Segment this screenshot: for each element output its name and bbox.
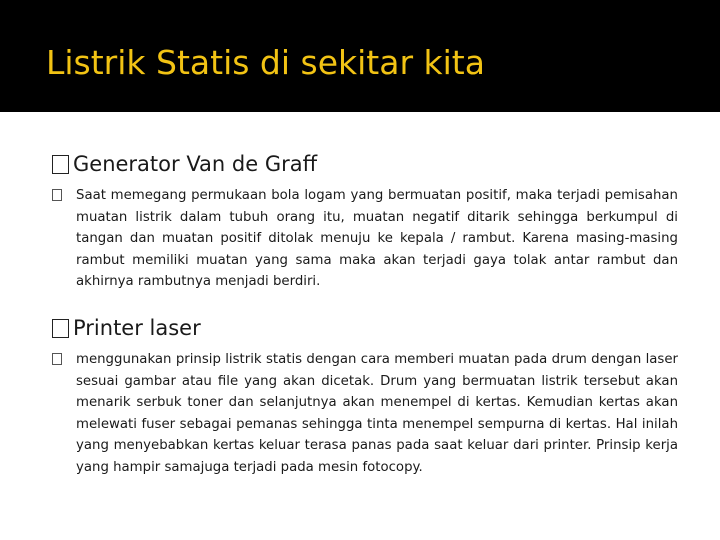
- section-paragraph-text: Saat memegang permukaan bola logam yang bermuatan positif, maka terjadi pemisahan muatan listrik dalam tubuh orang itu, muatan negatif ditarik sehingga berkumpul di tangan dan muatan positif ditolak menuju ke kepala / rambut. Karena masing-masing rambut memiliki muatan yang sama maka akan terjadi gaya tolak antar rambut dan akhirnya rambutnya menjadi berdiri.: [76, 188, 678, 289]
- section-printer-laser: [52, 316, 678, 478]
- square-bullet-icon: [52, 155, 69, 174]
- section-heading-text: Generator Van de Graff: [73, 152, 318, 176]
- section-heading: [52, 152, 678, 176]
- slide-title: Listrik Statis di sekitar kita: [46, 43, 485, 82]
- square-bullet-icon: [52, 189, 62, 201]
- title-bar: [0, 0, 720, 112]
- square-bullet-icon: [52, 319, 69, 338]
- section-heading: [52, 316, 678, 340]
- section-paragraph: [52, 349, 678, 478]
- square-bullet-icon: [52, 353, 62, 365]
- section-heading-text: Printer laser: [73, 316, 201, 340]
- section-generator-van-de-graff: [52, 152, 678, 293]
- section-paragraph-text: menggunakan prinsip listrik statis dengan cara memberi muatan pada drum dengan laser sesuai gambar atau file yang akan dicetak. Drum yang bermuatan listrik tersebut akan menarik serbuk toner dan selanjutnya akan menempel di kertas. Kemudian kertas akan melewati fuser sebagai pemanas sehingga tinta menempel sempurna di kertas. Hal inilah yang menyebabkan kertas keluar terasa panas pada saat keluar dari printer. Prinsip kerja yang hampir samajuga terjadi pada mesin fotocopy.: [76, 352, 678, 475]
- section-paragraph: [52, 185, 678, 293]
